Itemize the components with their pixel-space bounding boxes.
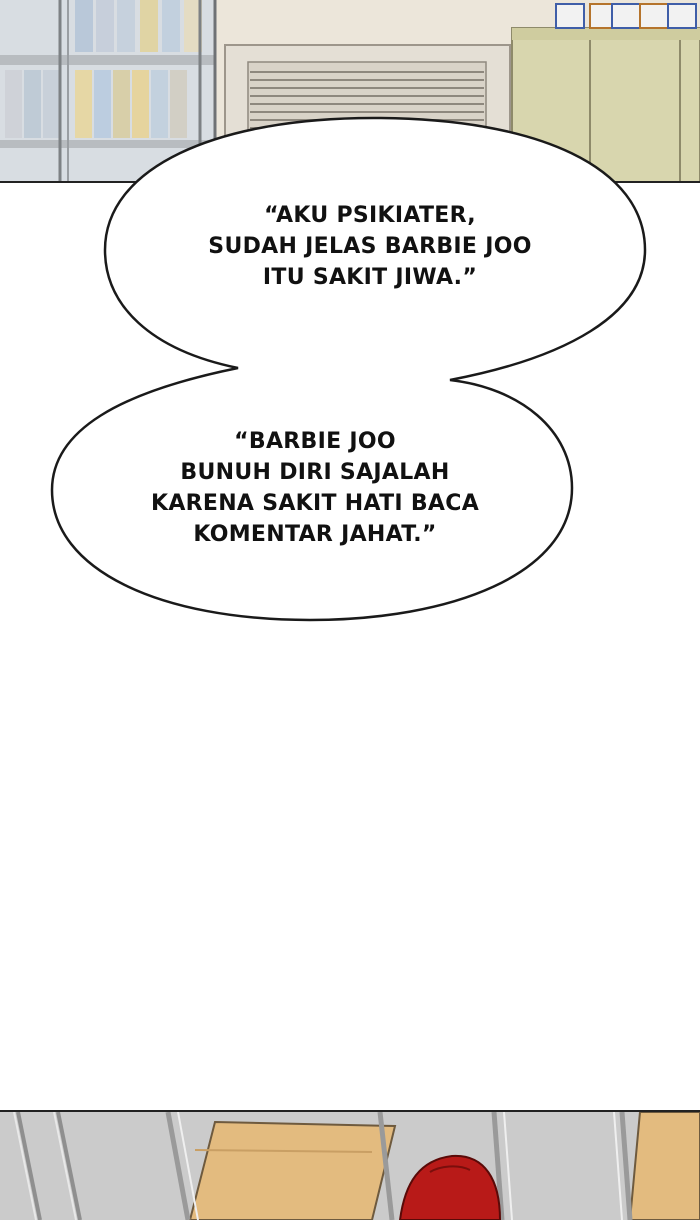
speech-bubble-1-text — [170, 200, 570, 293]
folding-chairs-illustration — [0, 1112, 700, 1220]
bubble-2-line-3: KARENA SAKIT HATI BACA — [150, 491, 480, 516]
bubble-2-line-2: BUNUH DIRI SAJALAH — [180, 460, 450, 485]
speech-bubble-2-text — [110, 426, 520, 550]
bubble-1-line-1: “AKU PSIKIATER, — [264, 203, 476, 228]
bubble-1-line-2: SUDAH JELAS BARBIE JOO — [208, 234, 532, 259]
bubble-1-line-3: ITU SAKIT JIWA.” — [262, 265, 478, 290]
bottom-panel-chairs-scene — [0, 1110, 700, 1220]
bubble-2-line-1: “BARBIE JOO — [234, 429, 396, 454]
bubble-2-line-4: KOMENTAR JAHAT.” — [193, 522, 437, 547]
